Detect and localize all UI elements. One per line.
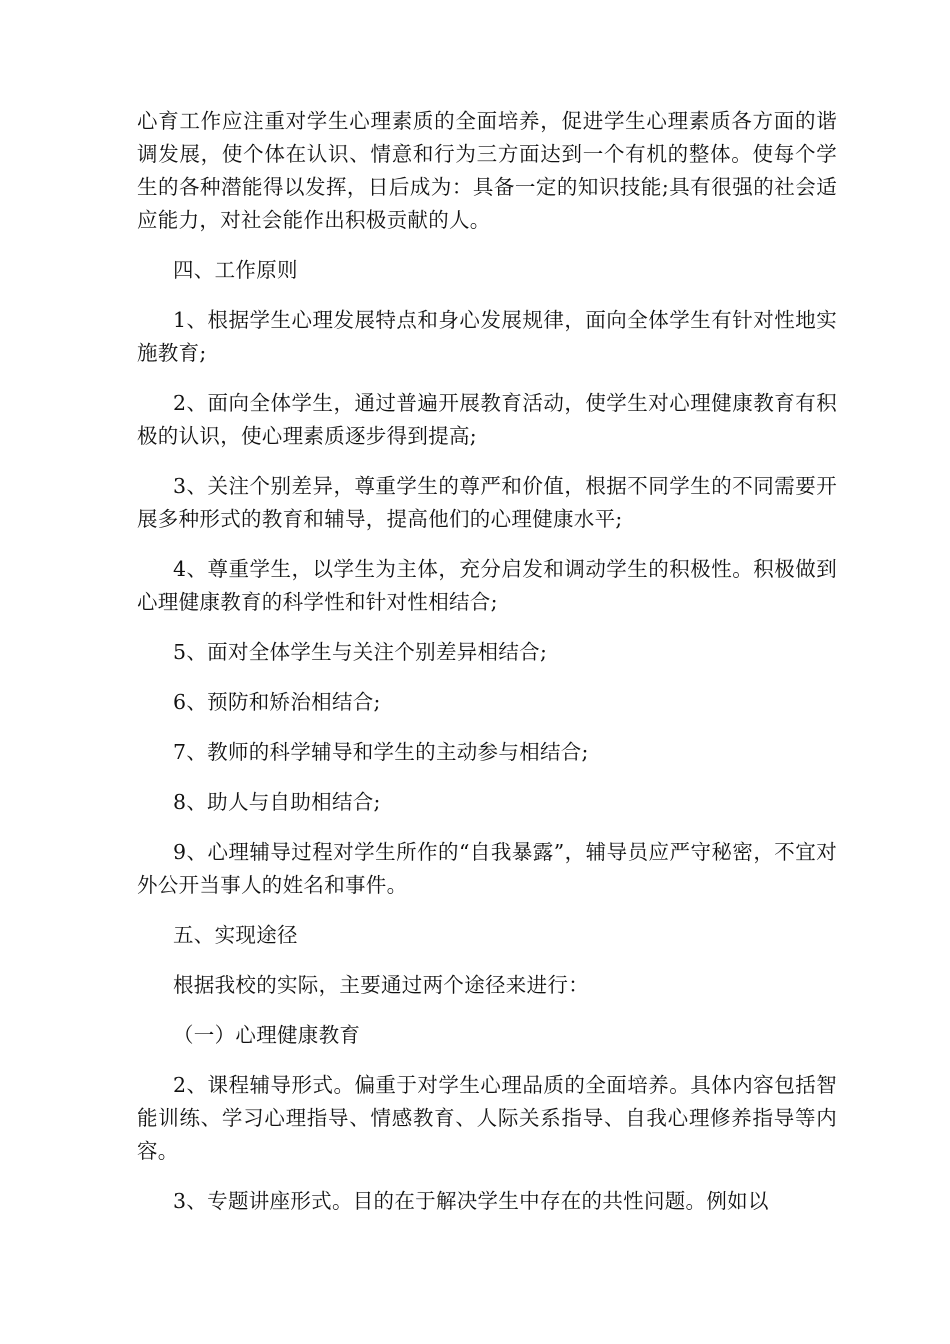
principle-item-4: 4、尊重学生，以学生为主体，充分启发和调动学生的积极性。积极做到心理健康教育的科学性和针对性相结合; — [137, 557, 837, 614]
principle-item-7: 7、教师的科学辅导和学生的主动参与相结合; — [173, 740, 589, 764]
section-heading-implementation: 五、实现途径 — [173, 923, 298, 947]
section-heading-work-principles: 四、工作原则 — [173, 258, 298, 282]
document-body — [137, 105, 837, 1235]
principle-item-5: 5、面对全体学生与关注个别差异相结合; — [173, 640, 548, 664]
subsection-heading-mental-health-education: （一）心理健康教育 — [173, 1023, 361, 1047]
implementation-item-3: 3、专题讲座形式。目的在于解决学生中存在的共性问题。例如以 — [173, 1189, 769, 1213]
principle-item-9: 9、心理辅导过程对学生所作的“自我暴露”，辅导员应严守秘密，不宜对外公开当事人的姓名和事件。 — [137, 840, 837, 897]
principle-item-3: 3、关注个别差异，尊重学生的尊严和价值，根据不同学生的不同需要开展多种形式的教育和辅导，提高他们的心理健康水平; — [137, 474, 837, 531]
principle-item-6: 6、预防和矫治相结合; — [173, 690, 381, 714]
principle-item-2: 2、面向全体学生，通过普遍开展教育活动，使学生对心理健康教育有积极的认识，使心理素质逐步得到提高; — [137, 391, 837, 448]
principle-item-1: 1、根据学生心理发展特点和身心发展规律，面向全体学生有针对性地实施教育; — [137, 308, 837, 365]
implementation-item-2: 2、课程辅导形式。偏重于对学生心理品质的全面培养。具体内容包括智能训练、学习心理指导、情感教育、人际关系指导、自我心理修养指导等内容。 — [137, 1073, 837, 1163]
implementation-intro: 根据我校的实际，主要通过两个途径来进行： — [173, 973, 589, 997]
principle-item-8: 8、助人与自助相结合; — [173, 790, 381, 814]
paragraph-intro: 心育工作应注重对学生心理素质的全面培养，促进学生心理素质各方面的谐调发展，使个体在认识、情意和行为三方面达到一个有机的整体。使每个学生的各种潜能得以发挥，日后成为：具备一定的知识技能;具有很强的社会适应能力，对社会能作出积极贡献的人。 — [137, 109, 837, 232]
